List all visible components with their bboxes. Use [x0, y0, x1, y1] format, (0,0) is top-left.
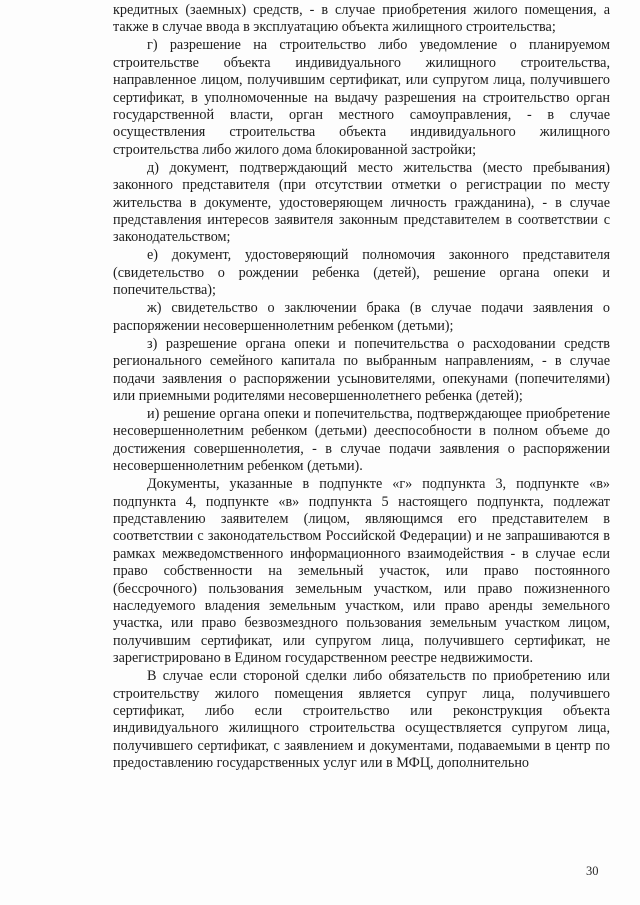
paragraph-item-g: г) разрешение на строительство либо уведомление о планируемом строительстве объекта индивидуального жилищного строительства, направленное лицом, получившим сертификат, или супругом лица, получившего сертификат, в уполномоченные на выдачу разрешения на строительство орган государственной власти, орган местного самоуправления, - в случае осуществления строительства объекта индивидуального жилищного строительства либо жилого дома блокированной застройки;: [113, 37, 610, 158]
paragraph-item-e: е) документ, удостоверяющий полномочия законного представителя (свидетельство о рождении ребенка (детей), решение органа опеки и попечительства);: [113, 247, 610, 299]
paragraph-item-zh: ж) свидетельство о заключении брака (в случае подачи заявления о распоряжении несовершеннолетним ребенком (детьми);: [113, 300, 610, 334]
page-number: 30: [586, 864, 599, 878]
paragraph-spouse-case: В случае если стороной сделки либо обязательств по приобретению или строительству жилого помещения является супруг лица, получившего сертификат, либо если строительство или реконструкция объекта индивидуального жилищного строительства осуществляется супругом лица, получившего сертификат, с заявлением и документами, подаваемыми в центр по предоставлению государственных услуг или в МФЦ, дополнительно: [113, 668, 610, 772]
paragraph-item-i: и) решение органа опеки и попечительства, подтверждающее приобретение несовершеннолетним ребенком (детьми) дееспособности в полном объеме до достижения совершеннолетия, - в случае подачи заявления о распоряжении несовершеннолетним ребенком (детьми).: [113, 405, 610, 475]
paragraph-continuation: кредитных (заемных) средств, - в случае приобретения жилого помещения, а также в случае ввода в эксплуатацию объекта жилищного строительства;: [113, 2, 610, 36]
paragraph-item-d: д) документ, подтверждающий место жительства (место пребывания) законного представителя (при отсутствии отметки о регистрации по месту жительства в документе, удостоверяющем личность гражданина), - в случае представления интересов заявителя законным представителем в соответствии с законодательством;: [113, 159, 610, 246]
paragraph-item-z: з) разрешение органа опеки и попечительства о расходовании средств регионального семейного капитала по выбранным направлениям, - в случае подачи заявления о распоряжении усыновителями, опекунами (попечителями) или приемными родителями несовершеннолетнего ребенка (детей);: [113, 335, 610, 404]
paragraph-documents-note: Документы, указанные в подпункте «г» подпункта 3, подпункте «в» подпункта 4, подпункте «в» подпункта 5 настоящего подпункта, подлежат представлению заявителем (лицом, являющимся его представителем в соответствии с законодательством Российской Федерации) и не запрашиваются в рамках межведомственного информационного взаимодействия - в случае если право собственности на земельный участок, или право постоянного (бессрочного) пользования земельным участком, или право пожизненного наследуемого владения земельным участком, или право аренды земельного участка, или право безвозмездного пользования земельным участком лицом, получившим сертификат, или супругом лица, получившего сертификат, не зарегистрировано в Едином государственном реестре недвижимости.: [113, 476, 610, 667]
document-body: [113, 2, 610, 773]
